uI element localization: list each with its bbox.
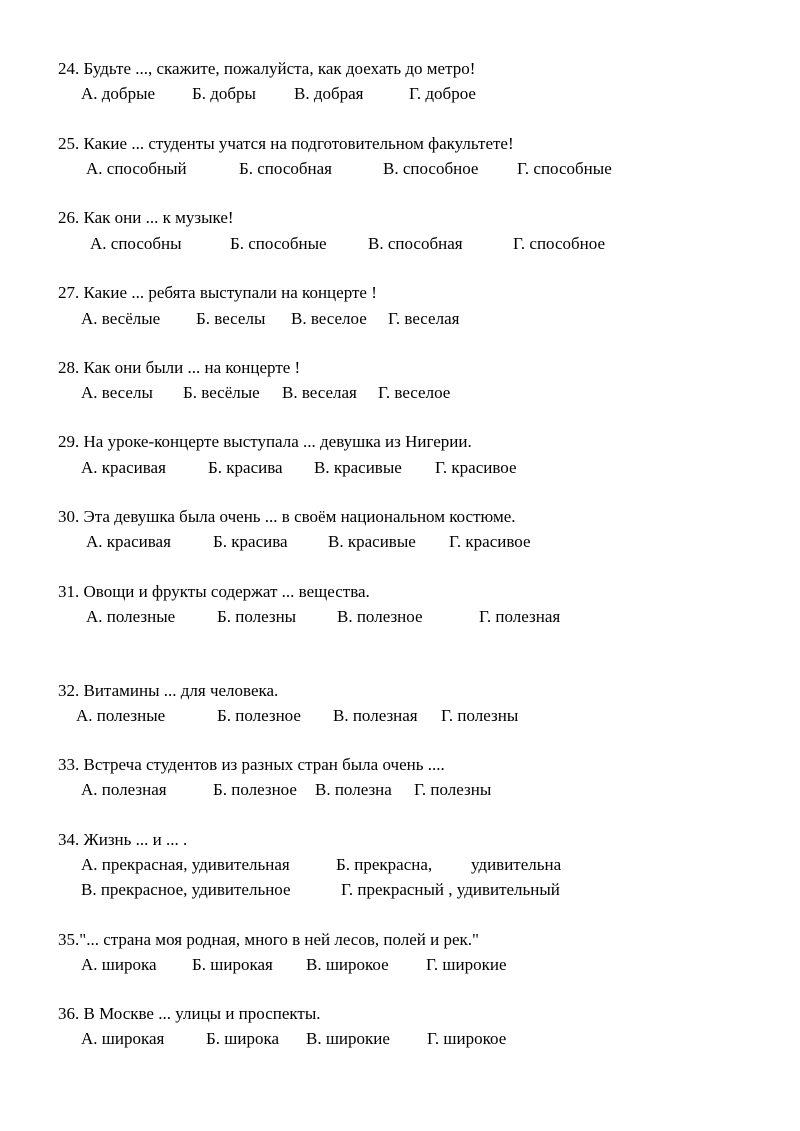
- question-27: 27. Какие ... ребята выступали на концерте !: [58, 283, 377, 302]
- option-35-a: А. широка: [81, 955, 157, 974]
- option-32-c: В. полезная: [333, 706, 418, 725]
- option-33-c: В. полезна: [315, 780, 392, 799]
- question-35: 35."... страна моя родная, много в ней лесов, полей и рек.": [58, 930, 479, 949]
- option-30-b: Б. красива: [213, 532, 288, 551]
- option-27-b: Б. веселы: [196, 309, 266, 328]
- option-26-c: В. способная: [368, 234, 463, 253]
- question-32: 32. Витамины ... для человека.: [58, 681, 279, 700]
- option-32-b: Б. полезное: [217, 706, 301, 725]
- option-29-a: А. красивая: [81, 458, 166, 477]
- option-36-a: А. широкая: [81, 1029, 165, 1048]
- option-36-b: Б. широка: [206, 1029, 279, 1048]
- question-29: 29. На уроке-концерте выступала ... девушка из Нигерии.: [58, 432, 472, 451]
- question-25: 25. Какие ... студенты учатся на подготовительном факультете!: [58, 134, 514, 153]
- question-36: 36. В Москве ... улицы и проспекты.: [58, 1004, 321, 1023]
- option-34-d: Г. прекрасный , удивительный: [341, 880, 560, 899]
- question-28: 28. Как они были ... на концерте !: [58, 358, 301, 377]
- option-32-a: А. полезные: [76, 706, 166, 725]
- option-31-b: Б. полезны: [217, 607, 297, 626]
- option-29-b: Б. красива: [208, 458, 283, 477]
- option-29-c: В. красивые: [314, 458, 402, 477]
- option-24-d: Г. доброе: [409, 84, 476, 103]
- option-28-d: Г. веселое: [378, 383, 451, 402]
- option-35-c: В. широкое: [306, 955, 389, 974]
- option-33-a: А. полезная: [81, 780, 167, 799]
- option-26-d: Г. способное: [513, 234, 606, 253]
- option-33-b: Б. полезное: [213, 780, 297, 799]
- option-25-d: Г. способные: [517, 159, 612, 178]
- option-30-a: А. красивая: [86, 532, 171, 551]
- option-28-a: А. веселы: [81, 383, 153, 402]
- option-26-a: А. способны: [90, 234, 182, 253]
- option-34-c: В. прекрасное, удивительное: [81, 880, 291, 899]
- question-30: 30. Эта девушка была очень ... в своём национальном костюме.: [58, 507, 516, 526]
- question-34: 34. Жизнь ... и ... .: [58, 830, 188, 849]
- option-32-d: Г. полезны: [441, 706, 519, 725]
- question-31: 31. Овощи и фрукты содержат ... вещества.: [58, 582, 370, 601]
- option-28-b: Б. весёлые: [183, 383, 260, 402]
- option-36-c: В. широкие: [306, 1029, 390, 1048]
- option-25-c: В. способное: [383, 159, 479, 178]
- question-24: 24. Будьте ..., скажите, пожалуйста, как доехать до метро!: [58, 59, 476, 78]
- option-30-c: В. красивые: [328, 532, 416, 551]
- option-35-b: Б. широкая: [192, 955, 273, 974]
- option-29-d: Г. красивое: [435, 458, 517, 477]
- question-26: 26. Как они ... к музыке!: [58, 208, 234, 227]
- option-34-b-second: удивительна: [471, 855, 562, 874]
- option-24-c: В. добрая: [294, 84, 364, 103]
- question-33: 33. Встреча студентов из разных стран была очень ....: [58, 755, 445, 774]
- option-35-d: Г. широкие: [426, 955, 507, 974]
- option-31-d: Г. полезная: [479, 607, 561, 626]
- option-25-b: Б. способная: [239, 159, 332, 178]
- option-26-b: Б. способные: [230, 234, 327, 253]
- option-27-a: А. весёлые: [81, 309, 161, 328]
- option-27-c: В. веселое: [291, 309, 367, 328]
- option-34-a: А. прекрасная, удивительная: [81, 855, 290, 874]
- option-28-c: В. веселая: [282, 383, 357, 402]
- option-24-b: Б. добры: [192, 84, 256, 103]
- option-24-a: А. добрые: [81, 84, 156, 103]
- option-36-d: Г. широкое: [427, 1029, 507, 1048]
- option-30-d: Г. красивое: [449, 532, 531, 551]
- option-25-a: А. способный: [86, 159, 187, 178]
- option-27-d: Г. веселая: [388, 309, 460, 328]
- option-33-d: Г. полезны: [414, 780, 492, 799]
- option-34-b: Б. прекрасна,: [336, 855, 433, 874]
- option-31-c: В. полезное: [337, 607, 423, 626]
- option-31-a: А. полезные: [86, 607, 176, 626]
